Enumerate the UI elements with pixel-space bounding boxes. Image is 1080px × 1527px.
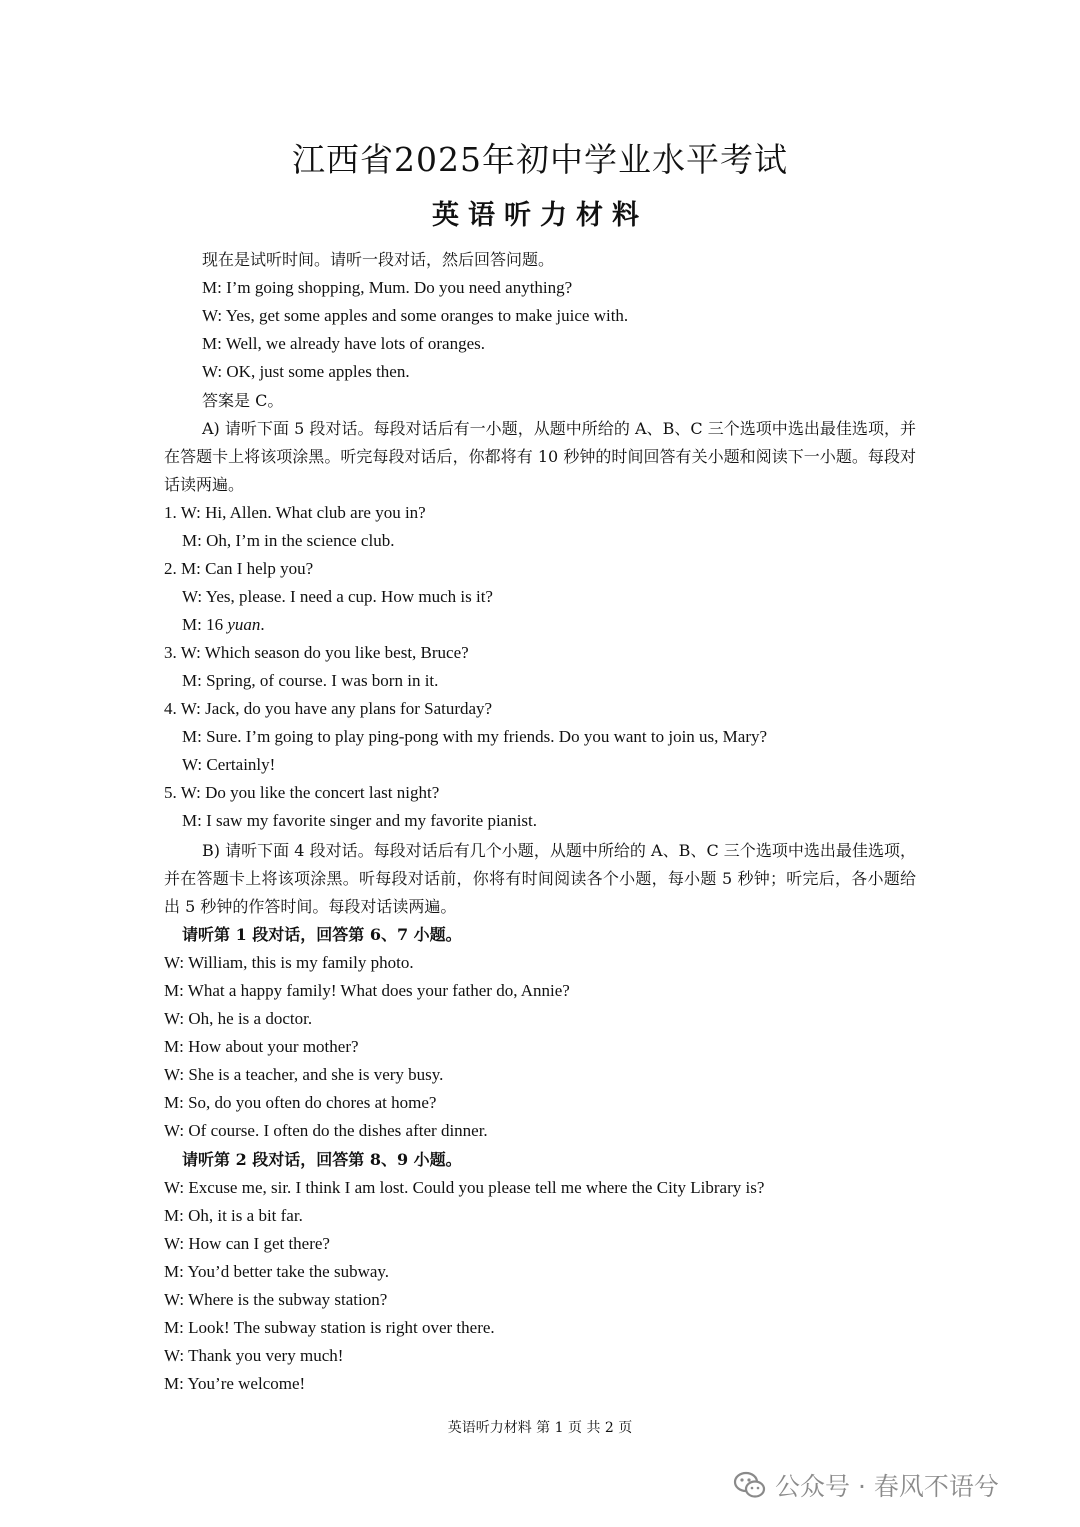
dialogue-line: M: You’d better take the subway.	[164, 1262, 390, 1281]
page-footer: 英语听力材料 第 1 页 共 2 页	[447, 1420, 633, 1436]
price-suffix: .	[260, 615, 265, 634]
trial-intro: 现在是试听时间。请听一段对话，然后回答问题。	[202, 250, 555, 269]
question-line: W: Yes, please. I need a cup. How much is it?	[182, 587, 493, 606]
question-line: M: Spring, of course. I was born in it.	[182, 671, 439, 690]
question-line: 3. W: Which season do you like best, Bruce?	[164, 643, 469, 662]
trial-line: W: OK, just some apples then.	[202, 362, 410, 381]
dialogue-line: W: Excuse me, sir. I think I am lost. Could you please tell me where the City Library is?	[164, 1178, 765, 1197]
price-prefix: M: 16	[182, 615, 228, 634]
question-line: M: Sure. I’m going to play ping-pong with my friends. Do you want to join us, Mary?	[182, 727, 768, 746]
dialogue-heading: 请听第 1 段对话，回答第 6、7 小题。	[182, 925, 462, 944]
question-line	[182, 611, 265, 639]
dialogue-line: W: Oh, he is a doctor.	[164, 1009, 313, 1028]
question-line: 4. W: Jack, do you have any plans for Saturday?	[164, 699, 493, 718]
section-b-instruction: B) 请听下面 4 段对话。每段对话后有几个小题，从题中所给的 A、B、C 三个选项中选出最佳选项，并在答题卡上将该项涂黑。听每段对话前，你将有时间阅读各个小题，每小题 5 秒钟；听完后，各小题给出 5 秒钟的作答时间。每段对话读两遍。	[164, 841, 916, 916]
dialogue-line: W: Where is the subway station?	[164, 1290, 388, 1309]
dialogue-line: M: So, do you often do chores at home?	[164, 1093, 437, 1112]
section-a-instruction: A) 请听下面 5 段对话。每段对话后有一小题，从题中所给的 A、B、C 三个选项中选出最佳选项，并在答题卡上将该项涂黑。听完每段对话后，你都将有 10 秒钟的时间回答有关小题和阅读下一小题。每段对话读两遍。	[164, 419, 916, 494]
trial-line: W: Yes, get some apples and some oranges to make juice with.	[202, 306, 629, 325]
dialogue-line: W: William, this is my family photo.	[164, 953, 414, 972]
dialogue-line: W: How can I get there?	[164, 1234, 330, 1253]
trial-answer: 答案是 C。	[202, 391, 284, 410]
dialogue-line: W: She is a teacher, and she is very busy.	[164, 1065, 444, 1084]
trial-line: M: Well, we already have lots of oranges.	[202, 334, 485, 353]
dialogue-line: W: Of course. I often do the dishes after dinner.	[164, 1121, 488, 1140]
trial-line: M: I’m going shopping, Mum. Do you need anything?	[202, 278, 573, 297]
dialogue-line: M: What a happy family! What does your father do, Annie?	[164, 981, 570, 1000]
watermark	[733, 1465, 999, 1505]
question-line: M: I saw my favorite singer and my favorite pianist.	[182, 811, 538, 830]
dialogue-line: M: You’re welcome!	[164, 1374, 306, 1393]
question-line: M: Oh, I’m in the science club.	[182, 531, 395, 550]
question-line: 5. W: Do you like the concert last night?	[164, 783, 440, 802]
question-line: 2. M: Can I help you?	[164, 559, 314, 578]
page-title: 江西省2025年初中学业水平考试	[292, 140, 788, 179]
dialogue-heading: 请听第 2 段对话，回答第 8、9 小题。	[182, 1150, 462, 1169]
dialogue-line: W: Thank you very much!	[164, 1346, 344, 1365]
page-subtitle: 英语听力材料	[432, 200, 648, 231]
wechat-icon	[733, 1470, 767, 1500]
dialogue-line: M: Oh, it is a bit far.	[164, 1206, 303, 1225]
question-line: 1. W: Hi, Allen. What club are you in?	[164, 503, 426, 522]
dialogue-line: M: How about your mother?	[164, 1037, 359, 1056]
price-unit: yuan	[227, 615, 261, 634]
watermark-text: 公众号 · 春风不语兮	[775, 1472, 999, 1501]
question-line: W: Certainly!	[182, 755, 276, 774]
dialogue-line: M: Look! The subway station is right over there.	[164, 1318, 495, 1337]
